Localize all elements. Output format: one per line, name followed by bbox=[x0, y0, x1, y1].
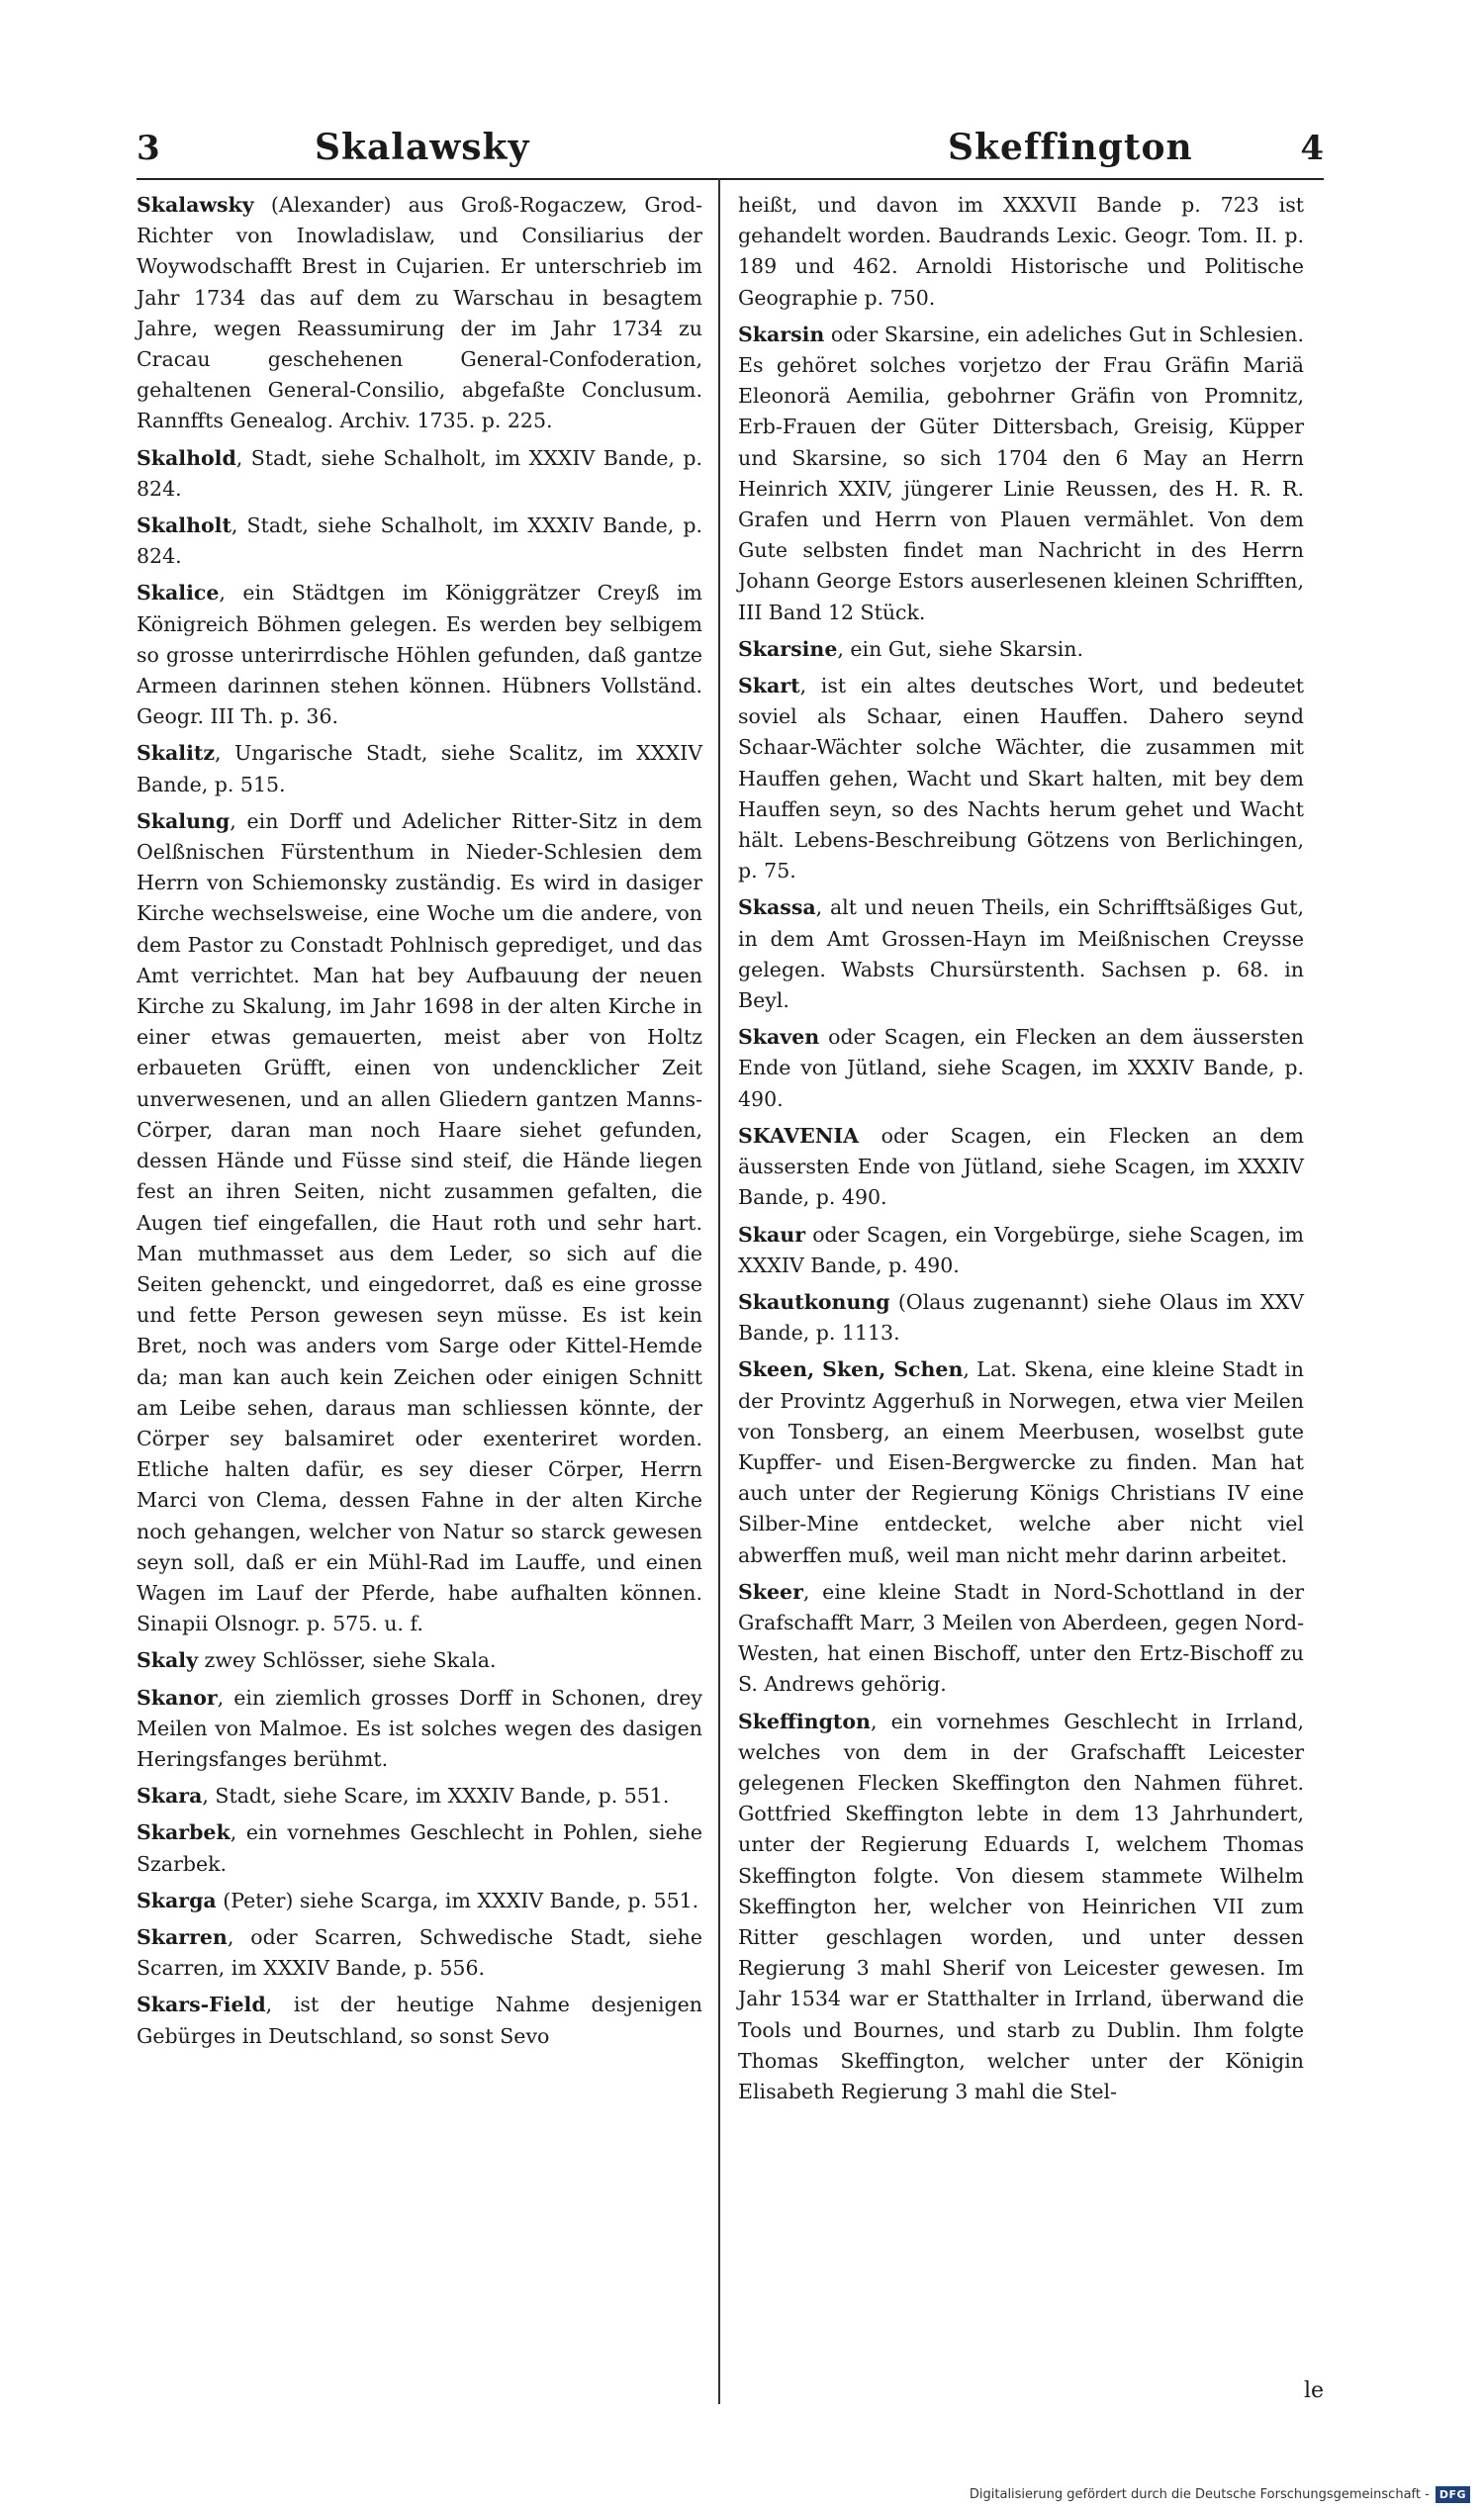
entry-text: , Ungarische Stadt, siehe Scalitz, im XXXIV Bande, p. 515. bbox=[137, 741, 702, 796]
entry-headword: Skalitz bbox=[137, 741, 215, 766]
entry-headword: Skalawsky bbox=[137, 193, 254, 217]
entry bbox=[137, 1817, 702, 1879]
entry-text: , ein Dorff und Adelicher Ritter-Sitz in dem Oelßnischen Fürstenthum in Nieder-Schlesien dem Herrn von Schiemonsky zuständig. Es wird in dasiger Kirche wechselsweise, eine Woche um die andere, von dem Pastor zu Constadt Pohlnisch geprediget, und das Amt verrichtet. Man hat bey Aufbauung der neuen Kirche zu Skalung, im Jahr 1698 in der alten Kirche in einer etwas gemauerten, meist aber von Holtz erbaueten Grüfft, einen von undencklicher Zeit unverwesenen, und an allen Gliedern gantzen Manns-Cörper, daran man noch Haare siehet gefunden, dessen Hände und Füsse sind steif, die Hände liegen fest an ihren Seiten, nicht zusammen gefalten, die Augen tief eingefallen, die Haut roth und sehr hart. Man muthmasset aus dem Leder, so sich auf die Seiten gehenckt, und eingedorret, daß es eine grosse und fette Person gewesen seyn müsse. Es ist kein Bret, noch was anders vom Sarge oder Kittel-Hemde da; man kan auch kein Zeichen oder einigen Schnitt am Leibe sehen, daraus man schliessen könnte, der Cörper sey balsamiret oder exenteriret worden. Etliche halten dafür, es sey dieser Cörper, Herrn Marci von Clema, dessen Fahne in der alten Kirche noch gehangen, welcher von Natur so starck gewesen seyn soll, daß er ein Mühl-Rad im Lauffe, und einen Wagen im Lauf der Pferde, habe aufhalten können. Sinapii Olsnogr. p. 575. u. f. bbox=[137, 808, 702, 1636]
entry-headword: Skeen, Sken, Schen bbox=[738, 1357, 964, 1382]
entry-text: , Lat. Skena, eine kleine Stadt in der Provintz Aggerhuß in Norwegen, etwa vier Meilen von Tonsberg, an einem Meerbusen, woselbst gute Kupffer- und Eisen-Bergwercke zu finden. Man hat auch unter der Regierung Königs Christians IV eine Silber-Mine entdecket, welche aber nicht viel abwerffen muß, weil man nicht mehr darinn arbeitet. bbox=[738, 1357, 1304, 1567]
entry bbox=[738, 1577, 1304, 1701]
catchword: le bbox=[1303, 2378, 1324, 2403]
entry-headword: Skaur bbox=[738, 1222, 805, 1247]
entry-headword: Skarbek bbox=[137, 1820, 231, 1845]
entry bbox=[738, 320, 1304, 628]
left-page-number: 3 bbox=[137, 129, 160, 168]
entry-headword: Skautkonung bbox=[738, 1289, 890, 1314]
entry-headword: Skalhold bbox=[137, 445, 236, 470]
right-page-number: 4 bbox=[1300, 129, 1324, 168]
entry bbox=[738, 1220, 1304, 1281]
entry-text: (Alexander) aus Groß-Rogaczew, Grod-Richter von Inowladislaw, und Consiliarius der Woywodschafft Brest in Cujarien. Er unterschrieb im Jahr 1734 das auf dem zu Warschau in besagtem Jahre, wegen Reassumirung der im Jahr 1734 zu Cracau geschehenen General-Confoderation, gehaltenen General-Consilio, abgefaßte Conclusum. Rannffts Genealog. Archiv. 1735. p. 225. bbox=[137, 193, 702, 433]
entry-text: oder Scagen, ein Flecken an dem äussersten Ende von Jütland, siehe Scagen, im XXXIV Bande, p. 490. bbox=[738, 1025, 1304, 1111]
right-column bbox=[738, 190, 1304, 2113]
entry-text: zwey Schlösser, siehe Skala. bbox=[198, 1648, 497, 1673]
entry bbox=[738, 634, 1304, 665]
entry-headword: Skarsin bbox=[738, 322, 825, 346]
entry-headword: Skars-Field bbox=[137, 1993, 266, 2017]
entry-headword: Skaly bbox=[137, 1648, 198, 1673]
entry-headword: Skarsine bbox=[738, 636, 838, 661]
entry-text: , Stadt, siehe Schalholt, im XXXIV Bande, p. 824. bbox=[137, 513, 702, 569]
entry bbox=[137, 806, 702, 1639]
entry bbox=[137, 443, 702, 505]
entry bbox=[137, 1645, 702, 1676]
entry-headword: Skarren bbox=[137, 1924, 228, 1949]
entry-text: oder Scagen, ein Flecken an dem äussersten Ende von Jütland, siehe Scagen, im XXXIV Bande, p. 490. bbox=[738, 1123, 1304, 1210]
entry bbox=[137, 578, 702, 732]
entry-text: , ein ziemlich grosses Dorff in Schonen, drey Meilen von Malmoe. Es ist solches wegen des dasigen Heringsfanges berühmt. bbox=[137, 1685, 702, 1771]
entry-text: oder Skarsine, ein adeliches Gut in Schlesien. Es gehöret solches vorjetzo der Frau Gräfin Mariä Eleonorä Aemilia, gebohrner Gräfin von Promnitz, Erb-Frauen der Güter Dittersbach, Greisig, Küpper und Skarsine, so sich 1704 den 6 May an Herrn Heinrich XXIV, jüngerer Linie Reussen, des H. R. R. Grafen und Herrn von Plauen vermählet. Von dem Gute selbsten findet man Nachricht in des Herrn Johann George Estors auserlesenen kleinen Schrifften, III Band 12 Stück. bbox=[738, 322, 1304, 624]
credit-text: Digitalisierung gefördert durch die Deutsche Forschungsgemeinschaft - bbox=[969, 2487, 1430, 2502]
entry-headword: Skeer bbox=[738, 1579, 803, 1604]
entry-text: , alt und neuen Theils, ein Schrifftsäßiges Gut, in dem Amt Grossen-Hayn im Meißnischen Creysse gelegen. Wabsts Chursürstenth. Sachsen p. 68. in Beyl. bbox=[738, 895, 1304, 1013]
entry bbox=[738, 892, 1304, 1016]
entry-text: heißt, und davon im XXXVII Bande p. 723 ist gehandelt worden. Baudrands Lexic. Geogr. Tom. II. p. 189 und 462. Arnoldi Historische und Politische Geographie p. 750. bbox=[738, 193, 1304, 310]
entry bbox=[738, 1121, 1304, 1214]
entry bbox=[738, 1354, 1304, 1570]
entry-text: , ist der heutige Nahme desjenigen Gebürges in Deutschland, so sonst Sevo bbox=[137, 1993, 702, 2048]
entry-headword: Skara bbox=[137, 1784, 203, 1809]
entry-text: , eine kleine Stadt in Nord-Schottland in der Grafschafft Marr, 3 Meilen von Aberdeen, gegen Nord-Westen, hat einen Bischoff, unter den Ertz-Bischoff zu S. Andrews gehörig. bbox=[738, 1579, 1304, 1697]
entry-text: , ein vornehmes Geschlecht in Pohlen, siehe Szarbek. bbox=[137, 1820, 702, 1876]
entry-headword: Skaven bbox=[738, 1025, 820, 1050]
entry-headword: Skarga bbox=[137, 1888, 217, 1912]
entry-text: oder Scagen, ein Vorgebürge, siehe Scagen, im XXXIV Bande, p. 490. bbox=[738, 1222, 1304, 1277]
entry bbox=[137, 1922, 702, 1984]
entry bbox=[137, 1886, 702, 1916]
entry bbox=[137, 190, 702, 437]
entry-text: , oder Scarren, Schwedische Stadt, siehe Scarren, im XXXIV Bande, p. 556. bbox=[137, 1924, 702, 1981]
entry-headword: Skalholt bbox=[137, 513, 232, 538]
entry-text: , ein vornehmes Geschlecht in Irrland, welches von dem in der Grafschafft Leicester gelegenen Flecken Skeffington den Nahmen führet. Gottfried Skeffington lebte in dem 13 Jahrhundert, unter der Regierung Eduards I, welchem Thomas Skeffington folgte. Von diesem stammete Wilhelm Skeffington her, welcher von Heinrichen VII zum Ritter geschlagen worden, und unter dessen Regierung 3 mahl Sherif von Leicester gewesen. Im Jahr 1534 war er Statthalter in Irrland, überwand die Tools und Bournes, und starb zu Dublin. Ihm folgte Thomas Skeffington, welcher unter der Königin Elisabeth Regierung 3 mahl die Stel- bbox=[738, 1709, 1304, 2103]
entry-text: (Olaus zugenannt) siehe Olaus im XXV Bande, p. 1113. bbox=[738, 1289, 1304, 1346]
entry bbox=[738, 1287, 1304, 1348]
entry-text: , ein Städtgen im Königgrätzer Creyß im Königreich Böhmen gelegen. Es werden bey selbigem so grosse unterirrdische Höhlen gefunden, daß gantze Armeen darinnen stehen können. Hübners Vollständ. Geogr. III Th. p. 36. bbox=[137, 581, 702, 729]
running-header bbox=[137, 117, 1324, 172]
entry bbox=[137, 1990, 702, 2051]
entry bbox=[137, 1683, 702, 1776]
entry-headword: Skanor bbox=[137, 1685, 218, 1710]
entry-headword: Skart bbox=[738, 674, 800, 698]
entry-text: , ein Gut, siehe Skarsin. bbox=[837, 636, 1084, 661]
digitization-credit bbox=[970, 2486, 1470, 2503]
entry-headword: Skassa bbox=[738, 895, 816, 920]
entry bbox=[137, 1781, 702, 1812]
entry-text: , Stadt, siehe Scare, im XXXIV Bande, p. 551. bbox=[202, 1784, 670, 1809]
entry bbox=[137, 738, 702, 799]
entry-headword: SKAVENIA bbox=[738, 1123, 859, 1148]
dfg-logo: DFG bbox=[1436, 2486, 1470, 2503]
entry-text: (Peter) siehe Scarga, im XXXIV Bande, p. 551. bbox=[216, 1888, 699, 1912]
entry-text: , ist ein altes deutsches Wort, und bedeutet soviel als Schaar, einen Hauffen. Dahero seynd Schaar-Wächter solche Wächter, die zusammen mit Hauffen gehen, Wacht und Skart halten, mit bey dem Hauffen seyn, so des Nachts herum gehet und Wacht hält. Lebens-Beschreibung Götzens von Berlichingen, p. 75. bbox=[738, 674, 1304, 884]
entry bbox=[137, 511, 702, 572]
header-rule bbox=[137, 178, 1324, 180]
entry-headword: Skalung bbox=[137, 808, 231, 833]
left-column bbox=[137, 190, 702, 2058]
entry bbox=[738, 190, 1304, 314]
entry bbox=[738, 1707, 1304, 2108]
entry-text: , Stadt, siehe Schalholt, im XXXIV Bande, p. 824. bbox=[137, 445, 702, 501]
column-divider bbox=[718, 178, 720, 2404]
entry-headword: Skeffington bbox=[738, 1709, 871, 1733]
entry bbox=[738, 671, 1304, 886]
entry-headword: Skalice bbox=[137, 581, 220, 605]
left-running-head: Skalawsky bbox=[315, 127, 530, 168]
right-running-head: Skeffington bbox=[948, 127, 1193, 168]
page bbox=[137, 117, 1324, 2471]
entry bbox=[738, 1022, 1304, 1115]
